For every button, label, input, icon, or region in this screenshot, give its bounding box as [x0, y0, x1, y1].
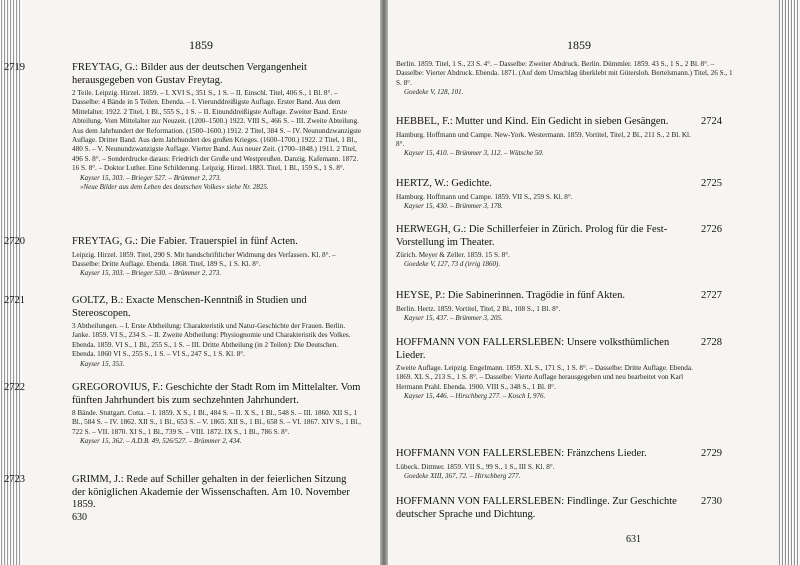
- entry-continuation: [396, 58, 734, 97]
- entry-number: 2724: [701, 116, 722, 127]
- page-number: 630: [72, 512, 87, 523]
- entry-detail: Hamburg. Hoffmann und Campe. 1859. VII S., 259 S. Kl. 8°.: [396, 192, 573, 201]
- left-page: [4, 0, 380, 565]
- entry-number: 2726: [701, 224, 722, 235]
- running-head-year: 1859: [567, 38, 591, 52]
- entry-number: 2727: [701, 290, 722, 301]
- running-head-year: 1859: [189, 38, 213, 52]
- entry-detail: 3 Abtheilungen. – I. Erste Abtheilung: Charakteristik und Natur-Geschichte der Frauen. Berlin. Janke. 1859. VI S., 234 S. – II. Zweite Abtheilung: Physiognomie und Charakteristik des Volkes. Ebenda. 1859. VI S., 1 Bl., 255 S., 1 S. – III. Dritte Abtheilung (in 2 Teilen): Die Deutschen. Ebenda. 1860 VI S., 255 S., 1 S. – VI S., 247 S., 1 S. Kl. 8°.: [72, 322, 351, 359]
- entry-detail: Berlin. Hertz. 1859. Vortitel, Titel, 2 Bl., 108 S., 1 Bl. 8°.: [396, 304, 561, 313]
- right-page: [388, 0, 778, 565]
- entry-detail: 8 Bände. Stuttgart. Cotta. – I. 1859. X S., 1 Bl., 484 S. – II. X S., 1 Bl., 548 S. – III. 1860. XII S., 1 Bl., 584 S. – IV. 1862. XII S., 1 Bl., 653 S. – V. 1865. XII S., 1 Bl., 658 S. – VI. 1867. XIV S., 1 Bl., 722 S. – VII. 1870. XI S., 1 Bl., 739 S. – VIII. 1872. IX S., 1 Bl., 786 S. 8°.: [72, 409, 361, 436]
- entry-reference: Goedeke V, 128, 101.: [404, 88, 464, 97]
- entry-heading: HERTZ, W.: Gedichte.: [396, 178, 492, 189]
- entry-cross-reference: »Neue Bilder aus dem Leben des deutschen Volkes« siehe Nr. 2825.: [80, 182, 269, 191]
- entry-heading: FREYTAG, G.: Bilder aus der deutschen Vergangenheit herausgegeben von Gustav Freytag.: [72, 62, 307, 86]
- entry-2720: [4, 236, 362, 278]
- entry-number: 2728: [701, 337, 722, 348]
- entry-2719: [4, 62, 362, 192]
- entry-number: 2725: [701, 178, 722, 189]
- entry-2721: [4, 295, 362, 369]
- entry-reference: Goedeke XIII, 367, 72. – Hirschberg 277.: [404, 471, 521, 480]
- entry-heading: GREGOROVIUS, F.: Geschichte der Stadt Rom im Mittelalter. Vom fünften Jahrhundert bis zum sechzehnten Jahrhundert.: [72, 382, 361, 406]
- entry-detail: 2 Teile. Leipzig. Hirzel. 1859. – I. XVI S., 351 S., 1 S. – II. Einschl. Titel, 406 S., 1 Bl. 8°. – Dasselbe: 4 Bände in 5 Teilen. Ebenda. – I. Vierunddreißigste Auflage. Erster Band. Aus dem Mittelalter. 1922. 2 Titel, 1 Bl., 555 S., 1 S. – II. Einunddreißigste Auflage. Zweiter Band. Erste Abteilung. Vom Mittelalter zur Neuzeit. (1200–1500.) 1922. VIII S., 466 S. – III. Zweite Abteilung. Aus dem Jahrhundert der Reformation. (1500–1600.) 1912. 2 Titel, 384 S. – IV. Neunundzwanzigste Auflage. Dritter Band. Aus dem Jahrhundert des großen Krieges. (1600–1700.) 1922. 2 Titel, 1 Bl., 480 S. – V. Neunundzwanzigste Auflage. Vierter Band. Aus neuer Zeit. (1700–1848.) 1911. 2 Titel, 496 S. 8°. – Sonderdrucke daraus: Friedrich der Große und Westpreußen. Danzig. Kafemann. 1872. 16 S. 8°. – Doktor Luther. Eine Schilderung. Leipzig. Hirzel. 1883. Titel, 1 Bl., 159 S., 1 S. 8°.: [72, 89, 362, 173]
- entry-2728: [396, 337, 734, 401]
- entry-heading: FREYTAG, G.: Die Fabier. Trauerspiel in fünf Acten.: [72, 236, 298, 247]
- entry-detail: Zweite Auflage. Leipzig. Engelmann. 1859. XL S., 171 S., 1 S. 8°. – Dasselbe: Dritte Auflage. Ebenda. 1869. XL S., 213 S., 1 S. 8°. – Dasselbe: Vierte Auflage herausgegeben und neu bearbeitet von Karl Hermann Prahl. Ebenda. 1900. VIII S., 348 S., 1 Bl. 8°.: [396, 364, 693, 391]
- entry-reference: Kayser 15, 303. – Brieger 530. – Brümmer 2, 273.: [80, 269, 222, 278]
- entry-reference: Kayser 15, 437. – Brümmer 3, 205.: [404, 313, 503, 322]
- entry-heading: HERWEGH, G.: Die Schillerfeier in Zürich. Prolog für die Fest-Vorstellung im Theater.: [396, 224, 668, 248]
- entry-number: 2722: [4, 382, 25, 393]
- entry-reference: Kayser 15, 353.: [80, 359, 125, 368]
- entry-reference: Goedeke V, 127, 73 d (irrig 1860).: [404, 260, 501, 269]
- entry-reference: Kayser 15, 410. – Brümmer 3, 112. – Wütsche 50.: [404, 149, 544, 158]
- entry-2724: [396, 116, 734, 158]
- entry-number: 2730: [701, 496, 722, 507]
- entry-2722: [4, 382, 362, 446]
- entry-heading: HOFFMANN VON FALLERSLEBEN: Unsere volksthümlichen Lieder.: [396, 337, 670, 361]
- entry-number: 2720: [4, 236, 25, 247]
- entry-heading: HEBBEL, F.: Mutter und Kind. Ein Gedicht in sieben Gesängen.: [396, 116, 669, 127]
- entry-2725: [396, 178, 734, 211]
- entry-heading: GRIMM, J.: Rede auf Schiller gehalten in der feierlichen Sitzung der königlichen Akademie der Wissenschaften. Am 10. November 1859.: [72, 474, 350, 510]
- page-number: 631: [626, 534, 641, 545]
- entry-number: 2719: [4, 62, 25, 73]
- entry-heading: GOLTZ, B.: Exacte Menschen-Kenntniß in Studien und Stereoscopen.: [72, 295, 307, 319]
- entry-heading: HOFFMANN VON FALLERSLEBEN: Findlinge. Zur Geschichte deutscher Sprache und Dichtung.: [396, 496, 677, 520]
- entry-reference: Kayser 15, 362. – A.D.B. 49, 526/527. – Brümmer 2, 434.: [80, 437, 242, 446]
- entry-detail: Berlin. 1859. Titel, 1 S., 23 S. 4°. – Dasselbe: Zweiter Abdruck. Berlin. Dümmler. 1859. 43 S., 1 S., 2 Bl. 8°. – Dasselbe: Vierter Abdruck. Ebenda. 1871. (Auf dem Umschlag überklebt mit Gütersloh. Bertelsmann.) Titel, 26 S., 1 S. 8°.: [396, 60, 733, 87]
- entry-number: 2729: [701, 448, 722, 459]
- entry-heading: HEYSE, P.: Die Sabinerinnen. Tragödie in fünf Akten.: [396, 290, 625, 301]
- book-gutter: [380, 0, 388, 565]
- entry-2730: [396, 496, 734, 521]
- entry-number: 2723: [4, 474, 25, 485]
- page-edges-right: [778, 0, 800, 565]
- entry-detail: Zürich. Meyer & Zeller. 1859. 15 S. 8°.: [396, 251, 510, 259]
- entry-detail: Hamburg. Hoffmann und Campe. New-York. Westermann. 1859. Vortitel, Titel, 2 Bl., 211 S., 2 Bl. Kl. 8°.: [396, 130, 691, 148]
- entry-reference: Kayser 15, 430. – Brümmer 3, 178.: [404, 201, 503, 210]
- entry-2723: [4, 474, 362, 512]
- entry-heading: HOFFMANN VON FALLERSLEBEN: Fränzchens Lieder.: [396, 448, 647, 459]
- entry-detail: Lübeck. Dittmer. 1859. VII S., 99 S., 1 S., III S. Kl. 8°.: [396, 462, 555, 471]
- entry-2727: [396, 290, 734, 323]
- entry-2726: [396, 224, 734, 269]
- entry-reference: Kayser 15, 303. – Brieger 527. – Brümmer 2, 273.: [80, 173, 222, 182]
- entry-detail: Leipzig. Hirzel. 1859. Titel, 290 S. Mit handschriftlicher Widmung des Verfassers. Kl. 8°. – Dasselbe: Dritte Auflage. Ebenda. 1868. Titel, 189 S., 1 S. Kl. 8°.: [72, 250, 336, 268]
- entry-number: 2721: [4, 295, 25, 306]
- entry-2729: [396, 448, 734, 481]
- entry-reference: Kayser 15, 446. – Hirschberg 277. – Kosch I, 976.: [404, 392, 546, 401]
